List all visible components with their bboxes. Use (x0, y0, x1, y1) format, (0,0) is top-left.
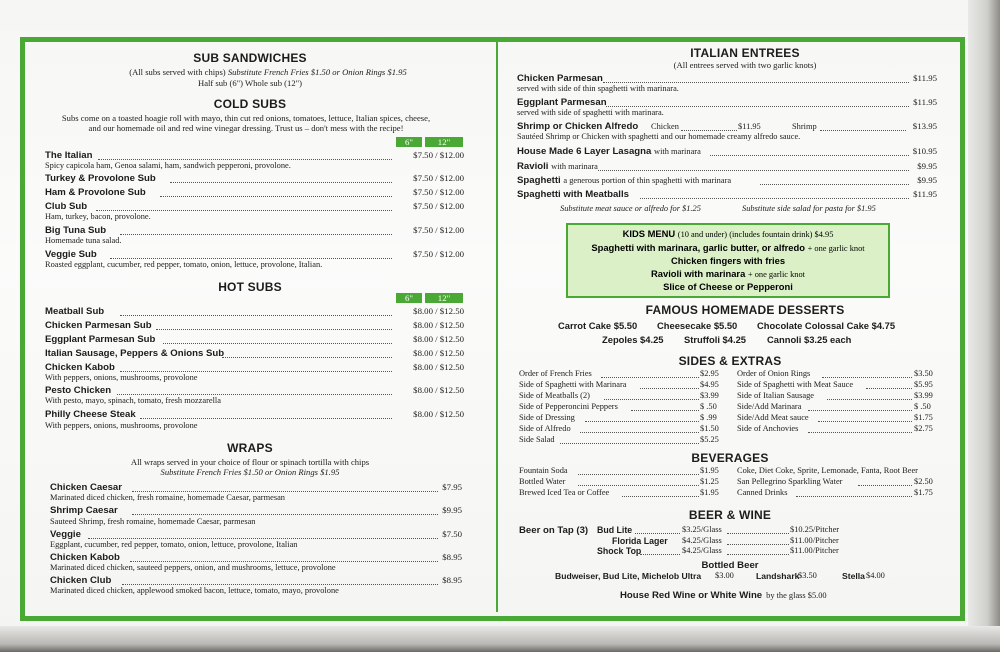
size-12-header: 12" (425, 137, 463, 147)
cold-item-price: $7.50 / $12.00 (413, 225, 464, 235)
dessert-item: Zepoles $4.25 (602, 334, 664, 345)
leader-dots (578, 485, 699, 486)
hot-item-price: $8.00 / $12.50 (413, 385, 464, 395)
entree-price: $9.95 (917, 161, 937, 171)
entree-extra: with marinara (654, 147, 701, 156)
leader-dots (603, 82, 909, 83)
leader-dots (604, 399, 699, 400)
column-divider (496, 40, 498, 612)
cold-item-name: Ham & Provolone Sub (45, 187, 146, 198)
sub-note (98, 67, 438, 77)
cold-item-price: $7.50 / $12.00 (413, 201, 464, 211)
side-name: Side of Italian Sausage (737, 391, 814, 400)
tap-pitcher-price: $11.00/Pitcher (790, 536, 839, 545)
dessert-item: Carrot Cake $5.50 (558, 320, 638, 331)
leader-dots (796, 496, 912, 497)
leader-dots (585, 421, 699, 422)
wrap-item-desc: Marinated diced chicken, applewood smoked bacon, lettuce, tomato, mayo, provolone (50, 586, 339, 595)
tap-glass-price: $3.25/Glass (682, 525, 722, 534)
side-price: $3.50 (914, 369, 933, 378)
wrap-item-price: $8.95 (442, 575, 462, 585)
tap-name: Florida Lager (612, 536, 668, 546)
leader-dots (858, 485, 912, 486)
beverage-name: Brewed Iced Tea or Coffee (519, 488, 610, 497)
dessert-item: Cannoli $3.25 each (767, 334, 852, 345)
hot-item-name: Chicken Parmesan Sub (45, 320, 152, 331)
leader-dots (156, 329, 392, 330)
entree-name: Eggplant Parmesan (517, 97, 607, 108)
entree-desc: served with side of thin spaghetti with marinara. (517, 84, 679, 93)
tap-pitcher-price: $10.25/Pitcher (790, 525, 840, 534)
leader-dots (818, 421, 912, 422)
cold-item-name: Club Sub (45, 201, 88, 212)
house-wine-note: by the glass $5.00 (766, 591, 827, 600)
wrap-item-price: $7.50 (442, 529, 462, 539)
sub-note-italic: Substitute French Fries $1.50 or Onion Rings $1.95 (227, 67, 407, 77)
leader-dots (132, 514, 438, 515)
hot-item-name: Eggplant Parmesan Sub (45, 334, 156, 345)
beverage-price: $1.95 (700, 488, 719, 497)
laminate-edge-right (968, 0, 1000, 652)
alfredo-shrimp-label: Shrimp (792, 122, 817, 131)
leader-dots (727, 533, 789, 534)
sub-sandwiches-title: SUB SANDWICHES (193, 51, 307, 65)
leader-dots (866, 388, 912, 389)
side-price: $3.99 (700, 391, 719, 400)
leader-dots (681, 130, 737, 131)
leader-dots (122, 584, 438, 585)
beverage-name: Bottled Water (519, 477, 566, 486)
wraps-title: WRAPS (227, 441, 273, 455)
alfredo-desc: Sautéed Shrimp or Chicken with spaghetti and our homemade creamy alfredo sauce. (517, 132, 801, 141)
beverage-name: Canned Drinks (737, 488, 788, 497)
side-price: $5.25 (700, 435, 719, 444)
hot-item-name: Meatball Sub (45, 306, 105, 317)
wrap-item-desc: Eggplant, cucumber, red pepper, tomato, onion, lettuce, provolone, Italian (50, 540, 298, 549)
leader-dots (96, 210, 392, 211)
tap-name: Shock Top (597, 546, 642, 556)
side-name: Side of Spaghetti with Marinara (519, 380, 627, 389)
cold-item-price: $7.50 / $12.00 (413, 150, 464, 160)
sub-note-text: (All subs served with chips) (129, 67, 226, 77)
kids-item-text: Ravioli with marinara (651, 268, 746, 279)
leader-dots (560, 443, 699, 444)
hot-item-price: $8.00 / $12.50 (413, 306, 464, 316)
laminate-edge-bottom (0, 626, 1000, 652)
leader-dots (120, 371, 392, 372)
leader-dots (132, 491, 438, 492)
entree-substitute-2: Substitute side salad for pasta for $1.95 (742, 204, 876, 213)
leader-dots (580, 432, 699, 433)
side-name: Order of Onion Rings (737, 369, 811, 378)
wrap-item-desc: Marinated diced chicken, fresh romaine, homemade Caesar, parmesan (50, 493, 285, 502)
side-name: Side/Add Meat sauce (737, 413, 809, 422)
hot-item-desc: With peppers, onions, mushrooms, provolone (45, 373, 198, 382)
leader-dots (110, 258, 392, 259)
side-price: $ .50 (914, 402, 931, 411)
hot-item-price: $8.00 / $12.50 (413, 320, 464, 330)
wrap-item-desc: Sauteed Shrimp, fresh romaine, homemade Caesar, parmesan (50, 517, 256, 526)
leader-dots (808, 432, 912, 433)
cold-item-name: Big Tuna Sub (45, 225, 107, 236)
hot-item-price: $8.00 / $12.50 (413, 362, 464, 372)
wrap-item-price: $8.95 (442, 552, 462, 562)
hot-item-desc: With pesto, mayo, spinach, tomato, fresh mozzarella (45, 396, 221, 405)
side-price: $2.75 (914, 424, 933, 433)
beer-on-tap-label: Beer on Tap (3) (519, 525, 589, 536)
beverage-price: $1.95 (700, 466, 719, 475)
kids-item-note: + one garlic knot (747, 270, 805, 279)
leader-dots (222, 357, 392, 358)
cold-item-price: $7.50 / $12.00 (413, 173, 464, 183)
leader-dots (808, 410, 912, 411)
side-name: Side of Spaghetti with Meat Sauce (737, 380, 854, 389)
bottled-price: $3.00 (715, 571, 734, 580)
leader-dots (601, 377, 699, 378)
side-price: $ .50 (700, 402, 717, 411)
leader-dots (578, 474, 699, 475)
leader-dots (120, 234, 392, 235)
entree-name (517, 175, 731, 186)
leader-dots (760, 184, 909, 185)
entree-name (517, 146, 701, 157)
cold-item-desc: Ham, turkey, bacon, provolone. (45, 212, 151, 221)
leader-dots (710, 155, 909, 156)
beverages-title: BEVERAGES (691, 451, 769, 465)
side-price: $2.95 (700, 369, 719, 378)
dessert-item: Struffoli $4.25 (684, 334, 746, 345)
cold-item-price: $7.50 / $12.00 (413, 187, 464, 197)
entree-price: $9.95 (917, 175, 937, 185)
leader-dots (606, 106, 909, 107)
tap-name: Bud Lite (597, 525, 633, 535)
leader-dots (822, 377, 912, 378)
entree-price: $11.95 (913, 97, 937, 107)
side-name: Side of Meatballs (2) (519, 391, 590, 400)
entree-price: $11.95 (913, 189, 937, 199)
wrap-item-price: $7.95 (442, 482, 462, 492)
hot-item-desc: With peppers, onions, mushrooms, provolone (45, 421, 198, 430)
leader-dots (727, 554, 789, 555)
entree-price: $11.95 (913, 73, 937, 83)
leader-dots (120, 315, 392, 316)
cold-item-name: The Italian (45, 150, 93, 161)
bottled-name: Budweiser, Bud Lite, Michelob Ultra (555, 571, 702, 581)
wrap-item-desc: Marinated diced chicken, sauteed peppers, onion, and mushrooms, lettuce, provolone (50, 563, 336, 572)
desserts-title: FAMOUS HOMEMADE DESSERTS (645, 303, 845, 317)
cold-item-desc: Spicy capicola ham, Genoa salami, ham, sandwich pepperoni, provolone. (45, 161, 291, 170)
kids-menu-note: (10 and under) (includes fountain drink) $4.95 (677, 230, 834, 239)
hot-item-price: $8.00 / $12.50 (413, 409, 464, 419)
beverage-price: $2.50 (914, 477, 933, 486)
leader-dots (130, 561, 438, 562)
leader-dots (163, 343, 392, 344)
side-price: $1.50 (700, 424, 719, 433)
size-6-header: 6" (396, 137, 422, 147)
bottled-name: Landshark (756, 571, 800, 581)
beverage-name: Coke, Diet Coke, Sprite, Lemonade, Fanta, Root Beer (737, 466, 918, 475)
bottled-price: $4.00 (866, 571, 885, 580)
entree-extra: with marinara (551, 162, 598, 171)
entrees-note: (All entrees served with two garlic knots) (673, 60, 817, 70)
beverage-price: $1.25 (700, 477, 719, 486)
leader-dots (640, 388, 699, 389)
beverage-price: $1.75 (914, 488, 933, 497)
side-price: $3.99 (914, 391, 933, 400)
entree-name: Chicken Parmesan (517, 73, 603, 84)
entree-name (517, 161, 598, 172)
entree-name-text: House Made 6 Layer Lasagna (517, 146, 652, 157)
leader-dots (640, 554, 680, 555)
entree-name-text: Spaghetti (517, 175, 561, 186)
leader-dots (640, 198, 909, 199)
side-name: Side of Anchovies (737, 424, 799, 433)
kids-item (568, 268, 888, 279)
leader-dots (98, 159, 392, 160)
alfredo-name: Shrimp or Chicken Alfredo (517, 121, 639, 132)
alfredo-chicken-label: Chicken (651, 122, 679, 131)
dessert-item: Chocolate Colossal Cake $4.75 (757, 320, 896, 331)
beer-wine-title: BEER & WINE (688, 508, 772, 522)
wrap-item-name: Veggie (50, 529, 81, 540)
leader-dots (117, 394, 392, 395)
entree-extra: a generous portion of thin spaghetti with marinara (563, 176, 732, 185)
kids-item-note: + one garlic knot (807, 244, 865, 253)
house-wine-name: House Red Wine or White Wine (620, 590, 763, 601)
beverage-name: San Pellegrino Sparkling Water (737, 477, 843, 486)
kids-menu-box (566, 223, 890, 298)
hot-item-price: $8.00 / $12.50 (413, 348, 464, 358)
italian-entrees-title: ITALIAN ENTREES (690, 46, 800, 60)
tap-glass-price: $4.25/Glass (682, 546, 722, 555)
hot-item-name: Philly Cheese Steak (45, 409, 136, 420)
entree-name: Spaghetti with Meatballs (517, 189, 629, 200)
leader-dots (170, 182, 392, 183)
leader-dots (622, 496, 699, 497)
side-price: $ .99 (700, 413, 717, 422)
kids-item: Slice of Cheese or Pepperoni (663, 281, 793, 292)
hot-item-price: $8.00 / $12.50 (413, 334, 464, 344)
kids-item: Chicken fingers with fries (670, 255, 786, 266)
cold-subs-desc-1: Subs come on a toasted hoagie roll with mayo, thin cut red onions, tomatoes, lettuce, Italian spices, cheese, (61, 113, 431, 123)
side-name: Side of Alfredo (519, 424, 571, 433)
tap-glass-price: $4.25/Glass (682, 536, 722, 545)
cold-subs-title: COLD SUBS (213, 97, 287, 111)
dessert-item: Cheesecake $5.50 (657, 320, 738, 331)
cold-subs-desc-2: and our homemade oil and red wine vinegar dressing. Trust us – don't mess with the recipe! (88, 123, 404, 133)
cold-item-name: Veggie Sub (45, 249, 97, 260)
leader-dots (827, 399, 912, 400)
bottled-beer-title: Bottled Beer (701, 560, 759, 571)
side-price: $5.95 (914, 380, 933, 389)
house-wine-row (620, 585, 827, 603)
alfredo-chicken-price: $11.95 (738, 122, 761, 131)
entree-substitute-1: Substitute meat sauce or alfredo for $1.25 (560, 204, 701, 213)
wrap-item-name: Chicken Caesar (50, 482, 122, 493)
side-name: Side Salad (519, 435, 555, 444)
bottled-price: $3.50 (798, 571, 817, 580)
entree-price: $10.95 (912, 146, 937, 156)
size-12-header: 12" (425, 293, 463, 303)
beverage-name: Fountain Soda (519, 466, 568, 475)
cold-item-desc: Roasted eggplant, cucumber, red pepper, tomato, onion, lettuce, provolone, Italian. (45, 260, 323, 269)
wrap-item-price: $9.95 (442, 505, 462, 515)
cold-item-name: Turkey & Provolone Sub (45, 173, 156, 184)
entree-desc: served with side of spaghetti with marinara. (517, 108, 664, 117)
kids-menu-title: KIDS MENU (622, 228, 676, 239)
leader-dots (160, 196, 392, 197)
hot-subs-title: HOT SUBS (218, 280, 282, 294)
cold-item-desc: Homemade tuna salad. (45, 236, 122, 245)
leader-dots (635, 533, 680, 534)
leader-dots (88, 538, 438, 539)
sub-sizes: Half sub (6") Whole sub (12") (198, 78, 302, 88)
leader-dots (598, 170, 909, 171)
side-price: $1.75 (914, 413, 933, 422)
wraps-note: All wraps served in your choice of flour or spinach tortilla with chips (130, 457, 370, 467)
wrap-item-name: Chicken Kabob (50, 552, 120, 563)
side-name: Side of Dressing (519, 413, 575, 422)
alfredo-shrimp-price: $13.95 (912, 121, 937, 131)
leader-dots (727, 544, 789, 545)
cold-item-price: $7.50 / $12.00 (413, 249, 464, 259)
wrap-item-name: Shrimp Caesar (50, 505, 118, 516)
kids-item-text: Spaghetti with marinara, garlic butter, or alfredo (591, 242, 805, 253)
leader-dots (140, 418, 392, 419)
kids-item (568, 242, 888, 253)
hot-item-name: Italian Sausage, Peppers & Onions Sub (45, 348, 225, 359)
entree-name-text: Ravioli (517, 161, 549, 172)
bottled-name: Stella (842, 571, 865, 581)
size-6-header: 6" (396, 293, 422, 303)
side-name: Order of French Fries (519, 369, 592, 378)
wraps-substitute-note: Substitute French Fries $1.50 or Onion Rings $1.95 (160, 467, 340, 477)
leader-dots (820, 130, 906, 131)
hot-item-name: Pesto Chicken (45, 385, 112, 396)
tap-pitcher-price: $11.00/Pitcher (790, 546, 839, 555)
side-price: $4.95 (700, 380, 719, 389)
side-name: Side of Pepperoncini Peppers (519, 402, 618, 411)
side-name: Side/Add Marinara (737, 402, 802, 411)
hot-item-name: Chicken Kabob (45, 362, 115, 373)
sides-title: SIDES & EXTRAS (678, 354, 782, 368)
leader-dots (631, 410, 699, 411)
kids-menu-title-row (568, 228, 888, 239)
wrap-item-name: Chicken Club (50, 575, 112, 586)
